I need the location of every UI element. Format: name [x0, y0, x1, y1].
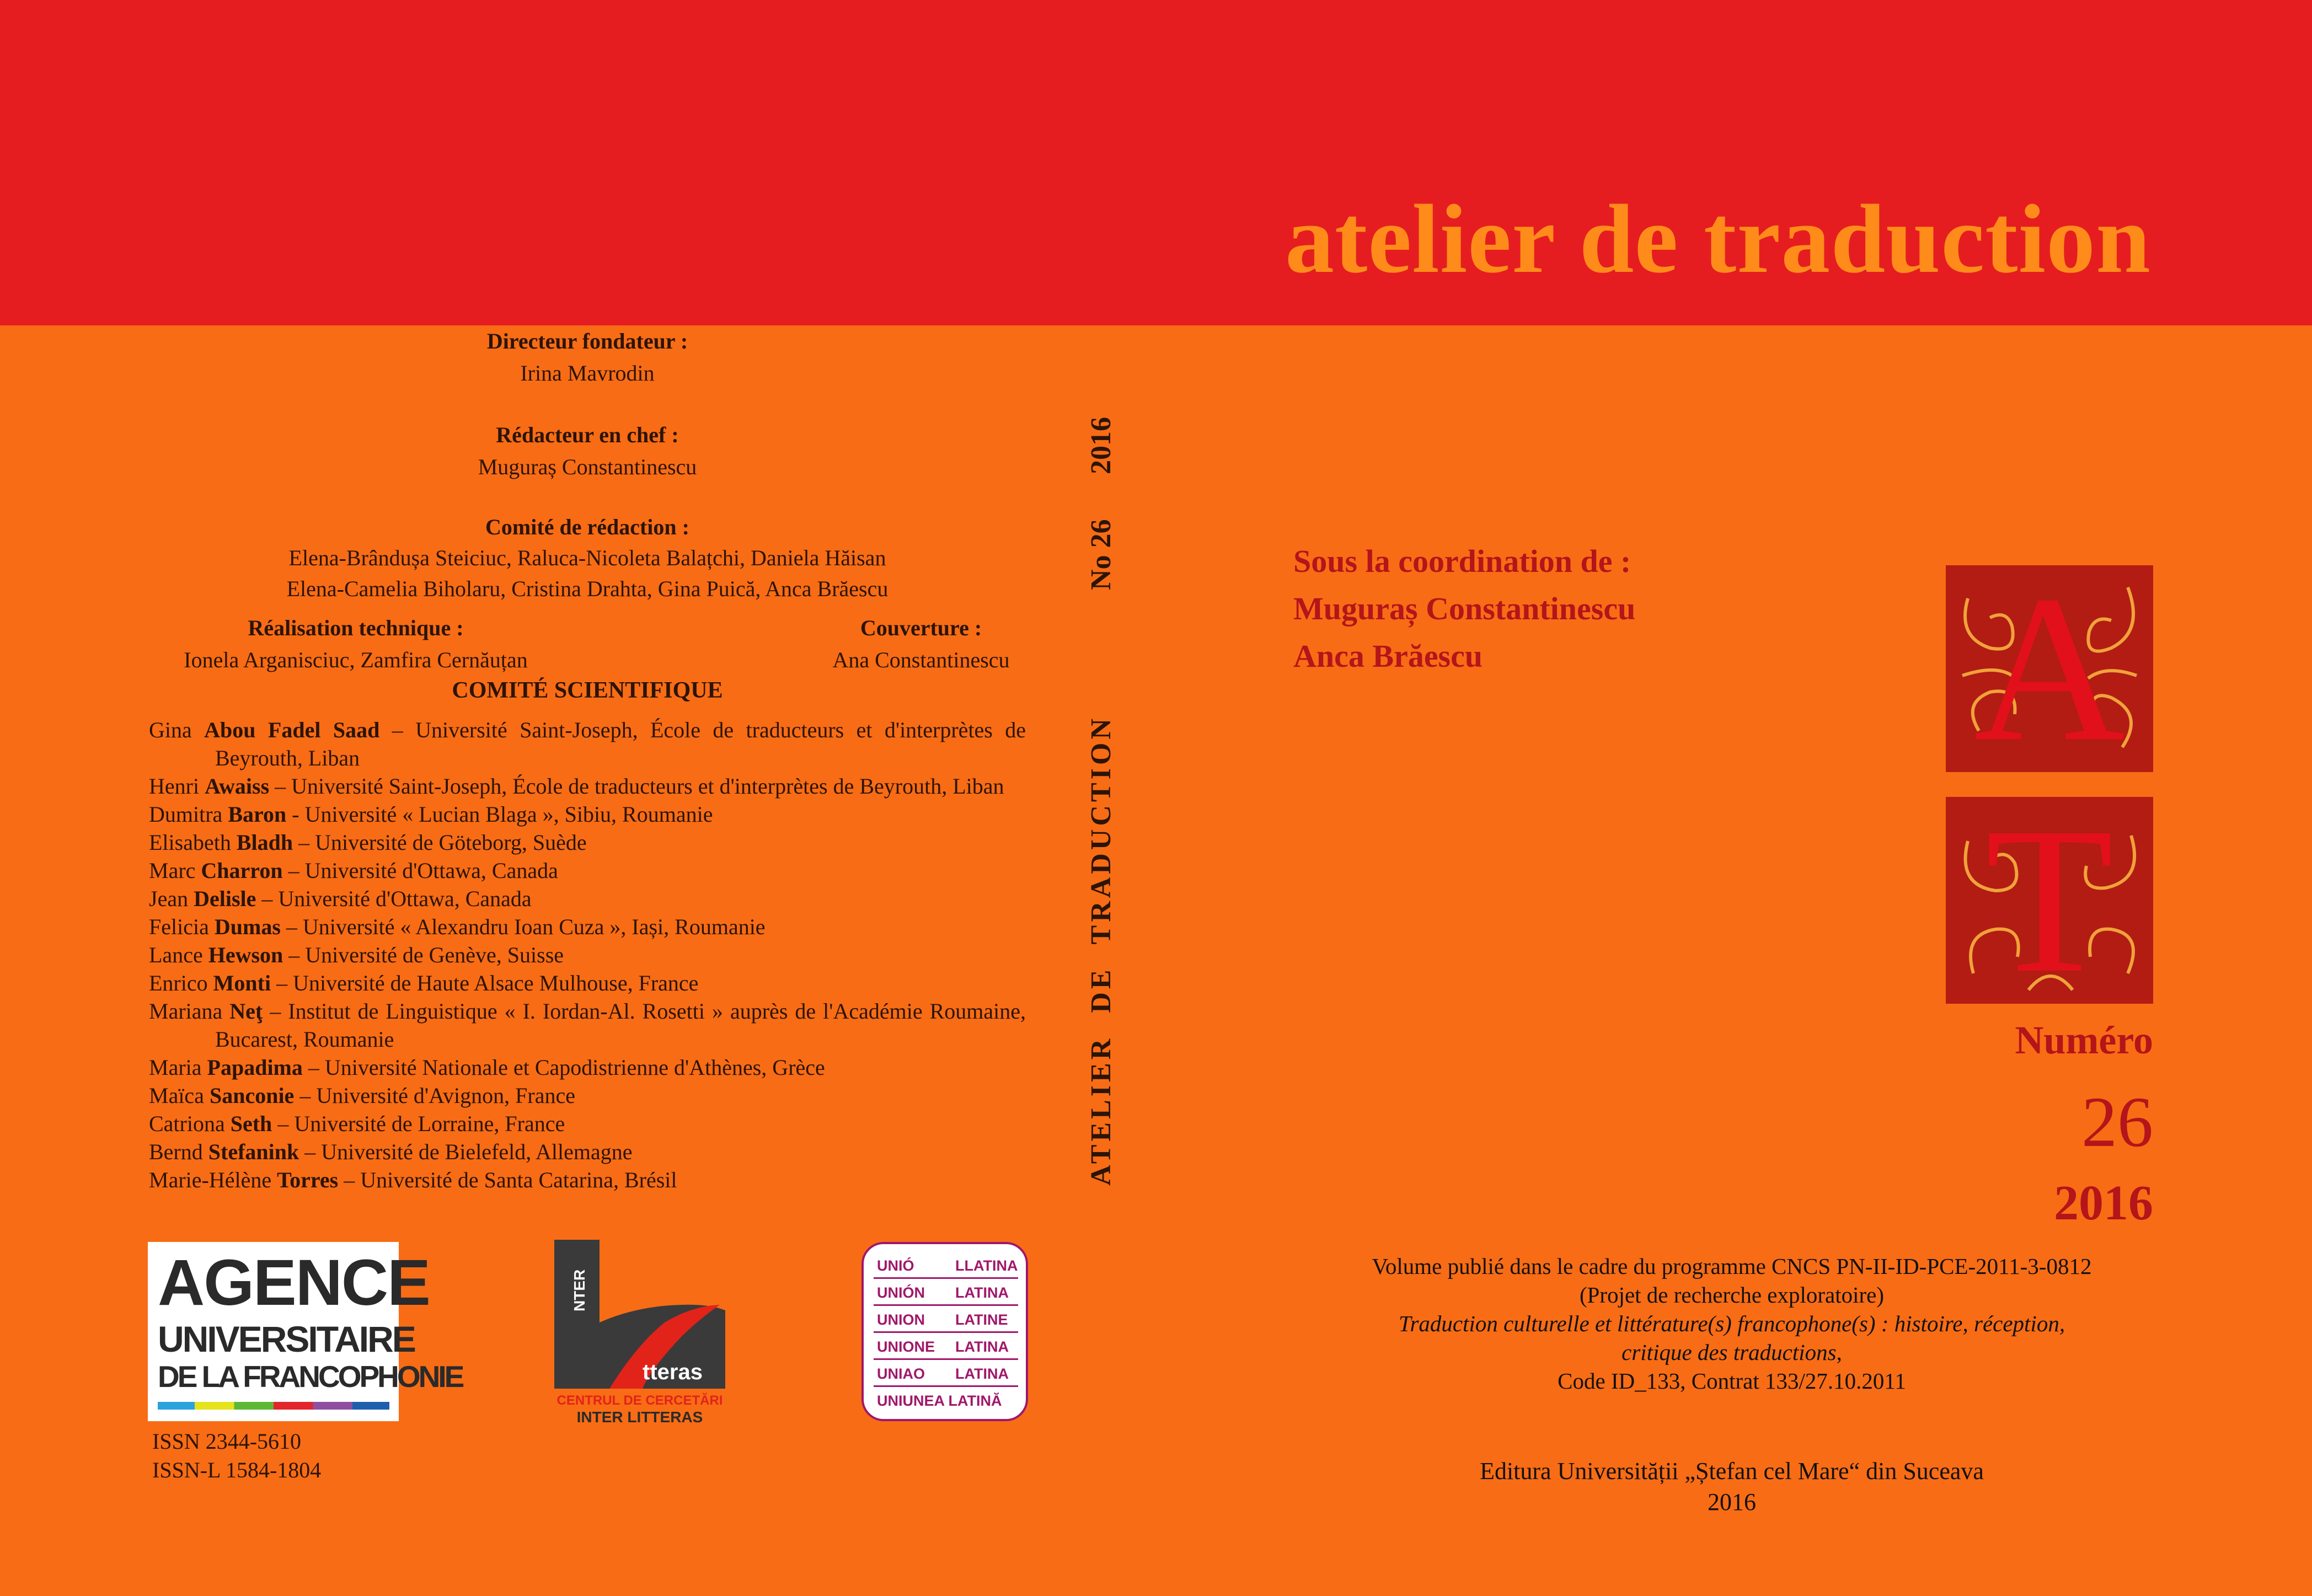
chief-block: [149, 419, 1026, 483]
committee-member: [149, 856, 1026, 885]
member-affiliation: Université de Bielefeld, Allemagne: [321, 1139, 633, 1164]
member-separator: –: [269, 774, 292, 799]
member-last-name: Monti: [213, 971, 271, 995]
tile-letter-a: A: [1973, 565, 2126, 772]
member-separator: –: [263, 999, 288, 1024]
member-affiliation: Université de Haute Alsace Mulhouse, France: [293, 971, 699, 995]
union-latina-word-a: UNIÓN: [877, 1284, 925, 1301]
member-last-name: Neţ: [229, 999, 263, 1024]
il-caption-1: CENTRUL DE CERCETĂRI: [556, 1393, 723, 1408]
committee-block: [149, 512, 1026, 604]
committee-line-1: Elena-Brândușa Steiciuc, Raluca-Nicoleta Balațchi, Daniela Hăisan: [288, 545, 886, 570]
member-separator: -: [286, 802, 305, 827]
founder-name: Irina Mavrodin: [520, 361, 655, 385]
union-latina-row: [874, 1388, 1018, 1414]
member-separator: –: [302, 1055, 325, 1080]
auf-line-3: DE LA FRANCOPHONIE: [158, 1359, 463, 1394]
member-first-name: Gina: [149, 717, 192, 742]
coordination-block: [1293, 538, 1635, 680]
member-separator: –: [283, 942, 306, 967]
program-block: [1291, 1252, 2173, 1395]
member-first-name: Marc: [149, 858, 196, 883]
member-first-name: Bernd: [149, 1139, 203, 1164]
member-last-name: Awaiss: [205, 774, 270, 799]
member-affiliation: Université Saint-Joseph, École de traducteurs et d'interprètes de Beyrouth, Liban: [215, 717, 1026, 770]
founder-label: Directeur fondateur :: [486, 329, 688, 354]
member-last-name: Abou Fadel Saad: [204, 717, 380, 742]
member-first-name: Henri: [149, 774, 200, 799]
member-last-name: Sanconie: [209, 1083, 295, 1108]
member-last-name: Hewson: [208, 942, 283, 967]
union-latina-row: [874, 1280, 1018, 1306]
union-latina-word-a: UNION: [877, 1311, 925, 1328]
member-affiliation: Université de Santa Catarina, Brésil: [360, 1167, 677, 1192]
publisher-name: Editura Universității „Ștefan cel Mare“ din Suceava: [1480, 1458, 1984, 1485]
auf-logo: [148, 1242, 463, 1421]
member-last-name: Stefanink: [208, 1139, 299, 1164]
issn-l: ISSN-L 1584-1804: [152, 1458, 322, 1482]
member-affiliation: Université Saint-Joseph, École de traducteurs et d'interprètes de Beyrouth, Liban: [291, 774, 1004, 799]
program-line-4-wrap: [1291, 1338, 2173, 1367]
scientific-committee-list: [149, 716, 1026, 1194]
member-separator: –: [272, 1111, 295, 1136]
member-first-name: Maïca: [149, 1083, 204, 1108]
auf-line-2: UNIVERSITAIRE: [158, 1319, 415, 1359]
union-latina-word-a: UNIUNEA LATINĂ: [877, 1393, 1002, 1409]
member-separator: –: [293, 830, 315, 855]
program-line-1: Volume publié dans le cadre du programme CNCS PN-II-ID-PCE-2011-3-0812: [1372, 1254, 2092, 1279]
committee-line-2: Elena-Camelia Biholaru, Cristina Drahta, Gina Puică, Anca Brăescu: [286, 576, 889, 601]
committee-member: [149, 1081, 1026, 1110]
committee-member: [149, 716, 1026, 772]
member-first-name: Mariana: [149, 999, 223, 1024]
member-separator: –: [379, 717, 416, 742]
member-last-name: Charron: [201, 858, 283, 883]
issn-block: [152, 1427, 321, 1485]
inter-vertical-word: NTER: [571, 1269, 588, 1311]
cover-name: Ana Constantinescu: [832, 647, 1010, 672]
chief-label: Rédacteur en chef :: [496, 422, 679, 447]
member-affiliation: Université d'Ottawa, Canada: [304, 858, 558, 883]
numero-value: 26: [2081, 1083, 2153, 1162]
chief-name: Muguraș Constantinescu: [478, 454, 697, 479]
auf-color-stripe: [158, 1402, 389, 1410]
member-first-name: Lance: [149, 942, 203, 967]
committee-member: [149, 828, 1026, 856]
committee-member: [149, 997, 1026, 1053]
spine: [1078, 414, 1128, 1186]
member-last-name: Dumas: [214, 914, 281, 939]
cover-label: Couverture :: [860, 615, 982, 640]
program-line-4: critique des traductions: [1621, 1340, 1837, 1365]
member-first-name: Enrico: [149, 971, 208, 995]
member-affiliation: Université « Lucian Blaga », Sibiu, Roumanie: [304, 802, 713, 827]
program-line-5: Code ID_133, Contrat 133/27.10.2011: [1558, 1368, 1906, 1394]
member-first-name: Catriona: [149, 1111, 225, 1136]
member-affiliation: Université de Genève, Suisse: [305, 942, 564, 967]
member-first-name: Elisabeth: [149, 830, 231, 855]
union-latina-row: [874, 1253, 1018, 1279]
tile-letter-t: T: [1985, 797, 2114, 1004]
member-last-name: Papadima: [207, 1055, 303, 1080]
union-latina-word-a: UNIAO: [877, 1365, 925, 1382]
member-separator: –: [256, 886, 279, 911]
tech-block: [149, 612, 563, 676]
union-latina-word-b: LATINA: [955, 1338, 1009, 1355]
inter-litteras-logo: [554, 1240, 725, 1427]
spine-year: 2016: [1085, 417, 1117, 474]
union-latina-word-b: LLATINA: [955, 1257, 1018, 1274]
member-separator: –: [280, 914, 303, 939]
cover-credit-block: [761, 612, 1081, 676]
member-separator: –: [299, 1139, 322, 1164]
coordination-label: Sous la coordination de :: [1293, 543, 1631, 579]
litteras-word: tteras: [643, 1360, 703, 1384]
member-affiliation: Université « Alexandru Ioan Cuza », Iași, Roumanie: [302, 914, 766, 939]
member-first-name: Marie-Hélène: [149, 1167, 272, 1192]
member-last-name: Delisle: [194, 886, 256, 911]
member-affiliation: Université d'Avignon, France: [316, 1083, 575, 1108]
il-caption-2: INTER LITTERAS: [576, 1408, 703, 1426]
committee-label: Comité de rédaction :: [485, 515, 689, 539]
tech-names: Ionela Arganisciuc, Zamfira Cernăuțan: [184, 647, 528, 672]
member-affiliation: Université d'Ottawa, Canada: [278, 886, 532, 911]
committee-member: [149, 941, 1026, 969]
publisher-block: [1291, 1456, 2173, 1518]
committee-member: [149, 1110, 1026, 1138]
program-line-2: (Projet de recherche exploratoire): [1579, 1282, 1885, 1308]
member-separator: –: [282, 858, 305, 883]
program-line-4-suffix: ,: [1836, 1340, 1842, 1365]
member-last-name: Torres: [277, 1167, 339, 1192]
member-first-name: Dumitra: [149, 802, 223, 827]
scientific-committee-title: COMITÉ SCIENTIFIQUE: [452, 678, 723, 703]
inter-vertical-word-wrap: [571, 1262, 593, 1328]
spine-number: No 26: [1085, 519, 1117, 590]
member-affiliation: Université de Göteborg, Suède: [315, 830, 587, 855]
coordinator-1: Muguraș Constantinescu: [1293, 591, 1636, 626]
union-latina-logo: [861, 1242, 1028, 1421]
member-first-name: Maria: [149, 1055, 202, 1080]
spine-title: ATELIER DE TRADUCTION: [1085, 715, 1117, 1186]
numero-label: Numéro: [2015, 1018, 2153, 1062]
union-latina-word-a: UNIONE: [877, 1338, 935, 1355]
committee-member: [149, 1138, 1026, 1166]
union-latina-row: [874, 1334, 1018, 1360]
committee-member: [149, 885, 1026, 913]
coordinator-2: Anca Brăescu: [1293, 638, 1483, 674]
member-affiliation: Université de Lorraine, France: [294, 1111, 565, 1136]
union-latina-word-b: LATINA: [955, 1365, 1009, 1382]
committee-member: [149, 1166, 1026, 1194]
committee-member: [149, 969, 1026, 997]
tech-label: Réalisation technique :: [248, 615, 464, 640]
founder-block: [149, 325, 1026, 389]
union-latina-word-b: LATINE: [955, 1311, 1008, 1328]
member-first-name: Felicia: [149, 914, 209, 939]
committee-member: [149, 1053, 1026, 1081]
logo-tile-a: [1946, 565, 2153, 772]
publisher-year: 2016: [1708, 1488, 1756, 1515]
member-affiliation: Institut de Linguistique « I. Iordan-Al. Rosetti » auprès de l'Académie Roumaine, Bucarest, Roumanie: [215, 999, 1026, 1052]
member-last-name: Seth: [230, 1111, 272, 1136]
logo-tile-t: [1946, 797, 2153, 1004]
committee-member: [149, 772, 1026, 800]
member-first-name: Jean: [149, 886, 189, 911]
union-latina-row: [874, 1307, 1018, 1333]
member-separator: –: [294, 1083, 317, 1108]
union-latina-word-a: UNIÓ: [877, 1257, 914, 1274]
member-separator: –: [271, 971, 293, 995]
member-affiliation: Université Nationale et Capodistrienne d'Athènes, Grèce: [324, 1055, 825, 1080]
member-last-name: Bladh: [236, 830, 293, 855]
issn: ISSN 2344-5610: [152, 1429, 302, 1454]
member-last-name: Baron: [228, 802, 287, 827]
union-latina-row: [874, 1361, 1018, 1387]
committee-member: [149, 913, 1026, 941]
committee-member: [149, 800, 1026, 828]
auf-line-1: AGENCE: [158, 1246, 430, 1319]
numero-year: 2016: [2054, 1176, 2153, 1230]
program-line-3: Traduction culturelle et littérature(s) francophone(s) : histoire, réception,: [1398, 1311, 2065, 1336]
journal-title: atelier de traduction: [1285, 184, 2151, 293]
member-separator: –: [338, 1167, 361, 1192]
union-latina-word-b: LATINA: [955, 1284, 1009, 1301]
